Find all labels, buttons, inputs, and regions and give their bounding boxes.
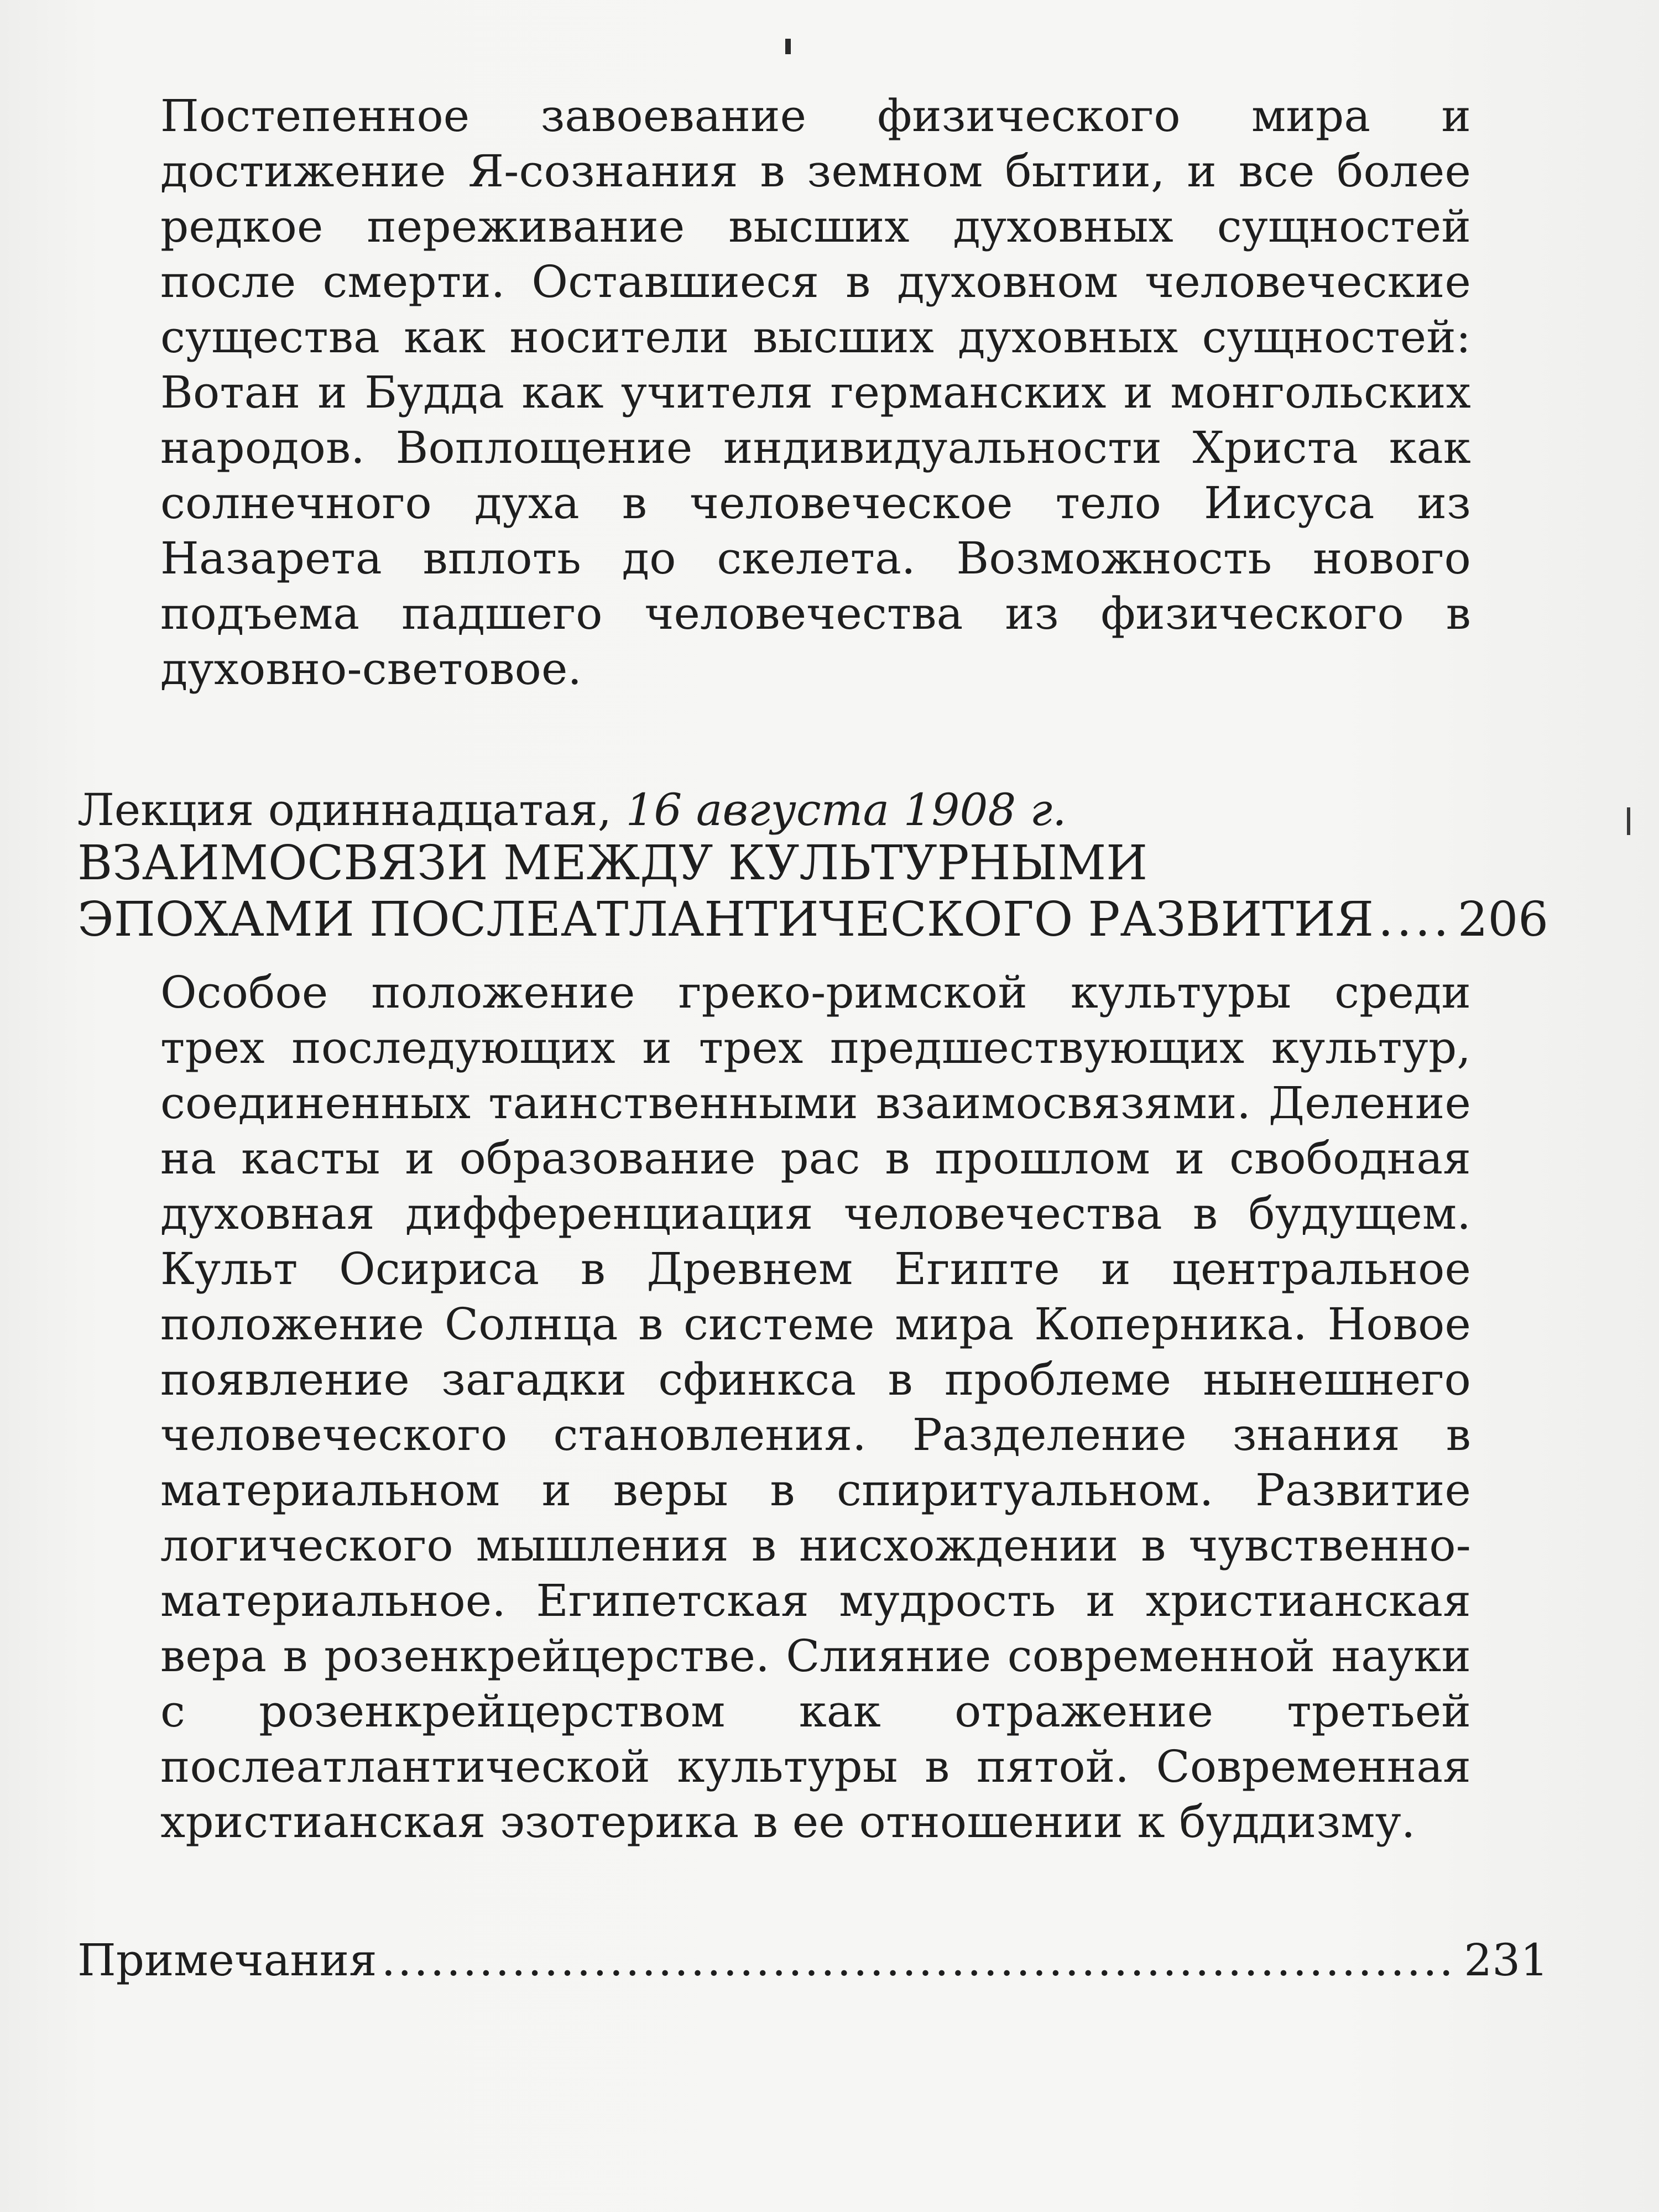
lecture-heading-line <box>77 782 1067 838</box>
lecture-date: 16 августа 1908 г. <box>625 784 1067 836</box>
lecture-number: Лекция одиннадцатая, <box>77 784 626 836</box>
page-number: 206 <box>1457 892 1548 947</box>
dot-leader <box>1378 891 1453 948</box>
lecture-summary-paragraph <box>160 965 1471 1850</box>
lecture-title-line-2-row <box>77 891 1548 948</box>
print-mark <box>1627 807 1630 835</box>
summary-text: Особое положение греко-римской культуры среди трех последующих и трех предшествующих культур, соединенных таинственными взаимосвязями. Деление на касты и образование рас в прошлом и свободная духовная дифференциация человечества в будущем. Культ Осириса в Древнем Египте и центральное положение Солнца в системе мира Коперника. Новое появление загадки сфинкса в проблеме нынешнего человеческого становления. Разделение знания в материальном и веры в спиритуальном. Развитие логического мышления в нисхождении в чувственно-материальное. Египетская мудрость и христианская вера в розенкрейцерстве. Слияние современной науки с розенкрейцерством как отражение третьей послеатлантической культуры в пятой. Современная христианская эзотерика в ее отношении к буддизму. <box>160 967 1471 1848</box>
print-mark <box>785 39 791 54</box>
notes-entry <box>77 1933 1548 1988</box>
lecture-title-line-2: ЭПОХАМИ ПОСЛЕАТЛАНТИЧЕСКОГО РАЗВИТИЯ <box>77 892 1374 947</box>
lecture-title <box>77 835 1548 948</box>
dot-leader <box>382 1933 1460 1988</box>
summary-text: Постепенное завоевание физического мира и достижение Я-сознания в земном бытии, и все более редкое переживание высших духовных сущностей после смерти. Оставшиеся в духовном человеческие существа как носители высших духовных сущностей: Вотан и Будда как учителя германских и монгольских народов. Воплощение индивидуальности Христа как солнечного духа в человеческое тело Иисуса из Назарета вплоть до скелета. Возможность нового подъема падшего человечества из физического в духовно-световое. <box>160 90 1471 695</box>
lecture-title-line-1: ВЗАИМОСВЯЗИ МЕЖДУ КУЛЬТУРНЫМИ <box>77 836 1148 891</box>
page-number: 231 <box>1464 1934 1548 1986</box>
lecture-summary-paragraph <box>160 88 1471 697</box>
notes-label: Примечания <box>77 1934 377 1986</box>
